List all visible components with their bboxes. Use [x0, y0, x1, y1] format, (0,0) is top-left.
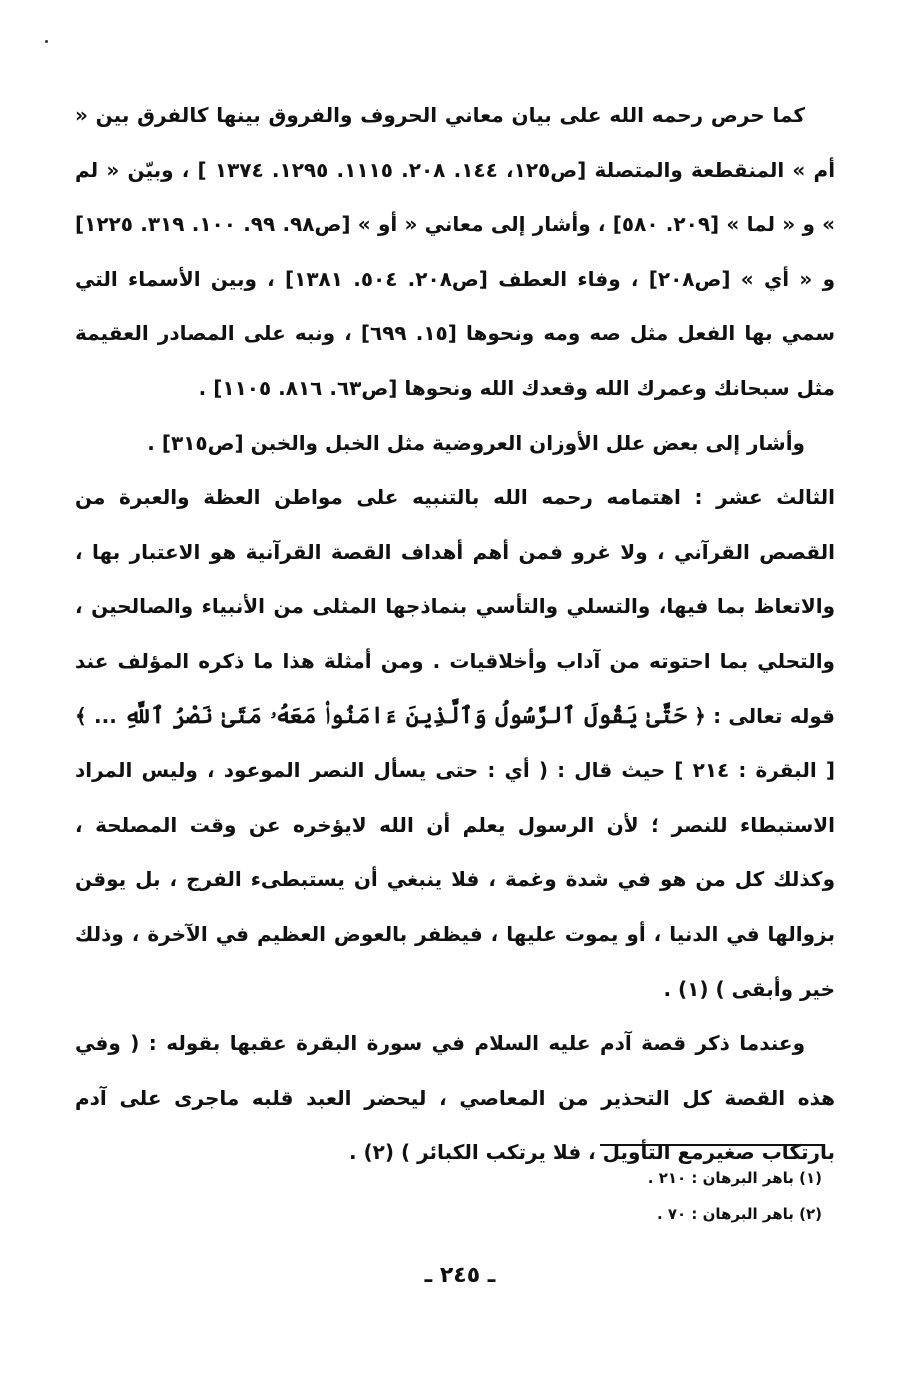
scan-speck	[45, 40, 48, 43]
main-text-block	[75, 88, 835, 1180]
footnote-1: (١) باهر البرهان : ٢١٠ .	[647, 1169, 822, 1187]
paragraph-qasas-commentary: ... ﴾ [ البقرة : ٢١٤ ] حيث قال : ( أي : حتى يسأل النصر الموعود ، وليس المراد الاستبطاء للنصر ؛ لأن الرسول يعلم أن الله لايؤخره عن وقت المصلحة ، وكذلك كل من هو في شدة وغمة ، فلا ينبغي أن يستبطىء الفرج ، بل يوقن بزوالها في الدنيا ، أو يموت عليها ، فيظفر بالعوض العظيم في الآخرة ، وذلك خير وأبقى ) (١) .	[75, 703, 836, 1001]
paragraph-qasas-intro: الثالث عشر : اهتمامه رحمه الله بالتنبيه على مواطن العظة والعبرة من القصص القرآني ، ولا غرو فمن أهم أهداف القصة القرآنية هو الاعتبار بها ، والاتعاظ بما فيها، والتسلي والتأسي بنماذجها المثلى من الأنبياء والصالحين ، والتحلي بما احتوته من آداب وأخلاقيات . ومن أمثلة هذا ما ذكره المؤلف عند قوله تعالى : ﴿	[75, 485, 835, 728]
paragraph-particles: كما حرص رحمه الله على بيان معاني الحروف والفروق بينها كالفرق بين « أم » المنقطعة والمتصلة [ص١٢٥، ١٤٤. ٢٠٨. ١١١٥. ١٢٩٥. ١٣٧٤ ] ، وبيّن « لم » و « لما » [٢٠٩. ٥٨٠] ، وأشار إلى معاني « أو » [ص٩٨. ٩٩. ١٠٠. ٣١٩. ١٢٢٥] و « أي » [ص٢٠٨] ، وفاء العطف [ص٢٠٨. ٥٠٤. ١٣٨١] ، وبين الأسماء التي سمي بها الفعل مثل صه ومه ونحوها [١٥. ٦٩٩] ، ونبه على المصادر العقيمة مثل سبحانك وعمرك الله وقعدك الله ونحوها [ص٦٣. ٨١٦. ١١٠٥] .	[75, 103, 836, 400]
footnote-separator	[600, 1144, 822, 1146]
paragraph-prosody: وأشار إلى بعض علل الأوزان العروضية مثل الخبل والخبن [ص٣١٥] .	[147, 430, 805, 455]
footnotes	[520, 1160, 822, 1232]
paragraph-adam-story: وعندما ذكر قصة آدم عليه السلام في سورة البقرة عقبها بقوله : ( وفي هذه القصة كل التحذير من المعاصي ، ليحضر العبد قلبه ماجرى على آدم بارتكاب صغيرمع التأويل ، فلا يرتكب الكبائر ) (٢) .	[75, 1031, 835, 1165]
footnote-2: (٢) باهر البرهان : ٧٠ .	[656, 1205, 822, 1223]
paragraph-qasas	[75, 470, 835, 1016]
quran-verse: حَتَّىٰ يَقُولَ ٱلرَّسُولُ وَٱلَّذِينَ ءَامَنُوا۟ مَعَهُۥ مَتَىٰ نَصْرُ ٱللَّهِ	[124, 701, 687, 729]
page-number: ـ ٢٤٥ ـ	[424, 1263, 496, 1288]
